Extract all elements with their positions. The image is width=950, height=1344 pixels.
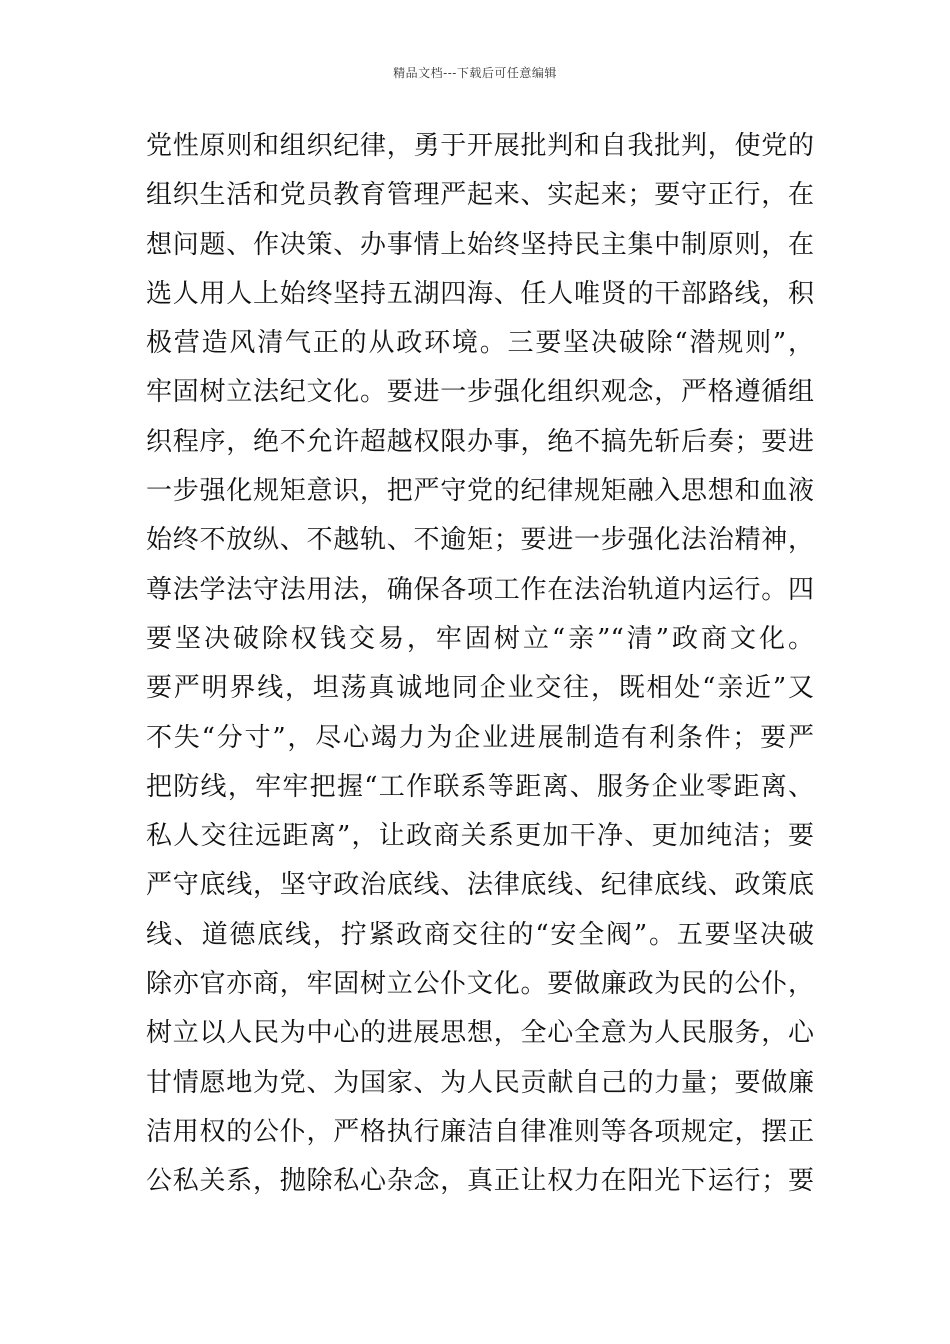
text-line: 甘情愿地为党、为国家、为人民贡献自己的力量；要做廉	[146, 1067, 814, 1098]
text-line: 要严明界线，坦荡真诚地同企业交往，既相处“亲近”又	[146, 673, 814, 704]
text-line: 严守底线，坚守政治底线、法律底线、纪律底线、政策底	[146, 870, 814, 901]
text-line: 要坚决破除权钱交易，牢固树立“亲”“清”政商文化。	[146, 623, 814, 654]
text-line: 树立以人民为中心的进展思想，全心全意为人民服务，心	[146, 1018, 814, 1049]
text-line: 选人用人上始终坚持五湖四海、任人唯贤的干部路线，积	[146, 278, 814, 309]
text-line: 不失“分寸”，尽心竭力为企业进展制造有利条件；要严	[146, 722, 814, 753]
text-line: 把防线，牢牢把握“工作联系等距离、服务企业零距离、	[146, 771, 814, 802]
text-line: 私人交往远距离”，让政商关系更加干净、更加纯洁；要	[146, 821, 814, 852]
text-line: 极营造风清气正的从政环境。三要坚决破除“潜规则”，	[146, 328, 814, 359]
text-line: 除亦官亦商，牢固树立公仆文化。要做廉政为民的公仆，	[146, 969, 814, 1000]
text-line: 组织生活和党员教育管理严起来、实起来；要守正行，在	[146, 180, 814, 211]
text-line: 党性原则和组织纪律，勇于开展批判和自我批判，使党的	[146, 131, 814, 161]
page-header: 精品文档---下载后可任意编辑	[393, 66, 557, 80]
text-line: 想问题、作决策、办事情上始终坚持民主集中制原则，在	[146, 229, 814, 260]
text-line: 牢固树立法纪文化。要进一步强化组织观念，严格遵循组	[146, 377, 814, 408]
text-line: 洁用权的公仆，严格执行廉洁自律准则等各项规定，摆正	[146, 1116, 814, 1147]
text-line: 织程序，绝不允许超越权限办事，绝不搞先斩后奏；要进	[146, 426, 814, 457]
text-line: 始终不放纵、不越轨、不逾矩；要进一步强化法治精神，	[146, 525, 814, 556]
text-line: 尊法学法守法用法，确保各项工作在法治轨道内运行。四	[146, 574, 814, 605]
document-body	[146, 122, 814, 1207]
text-line: 一步强化规矩意识，把严守党的纪律规矩融入思想和血液	[146, 476, 814, 507]
text-line: 公私关系，抛除私心杂念，真正让权力在阳光下运行；要	[146, 1166, 814, 1197]
text-line: 线、道德底线，拧紧政商交往的“安全阀”。五要坚决破	[146, 919, 814, 950]
